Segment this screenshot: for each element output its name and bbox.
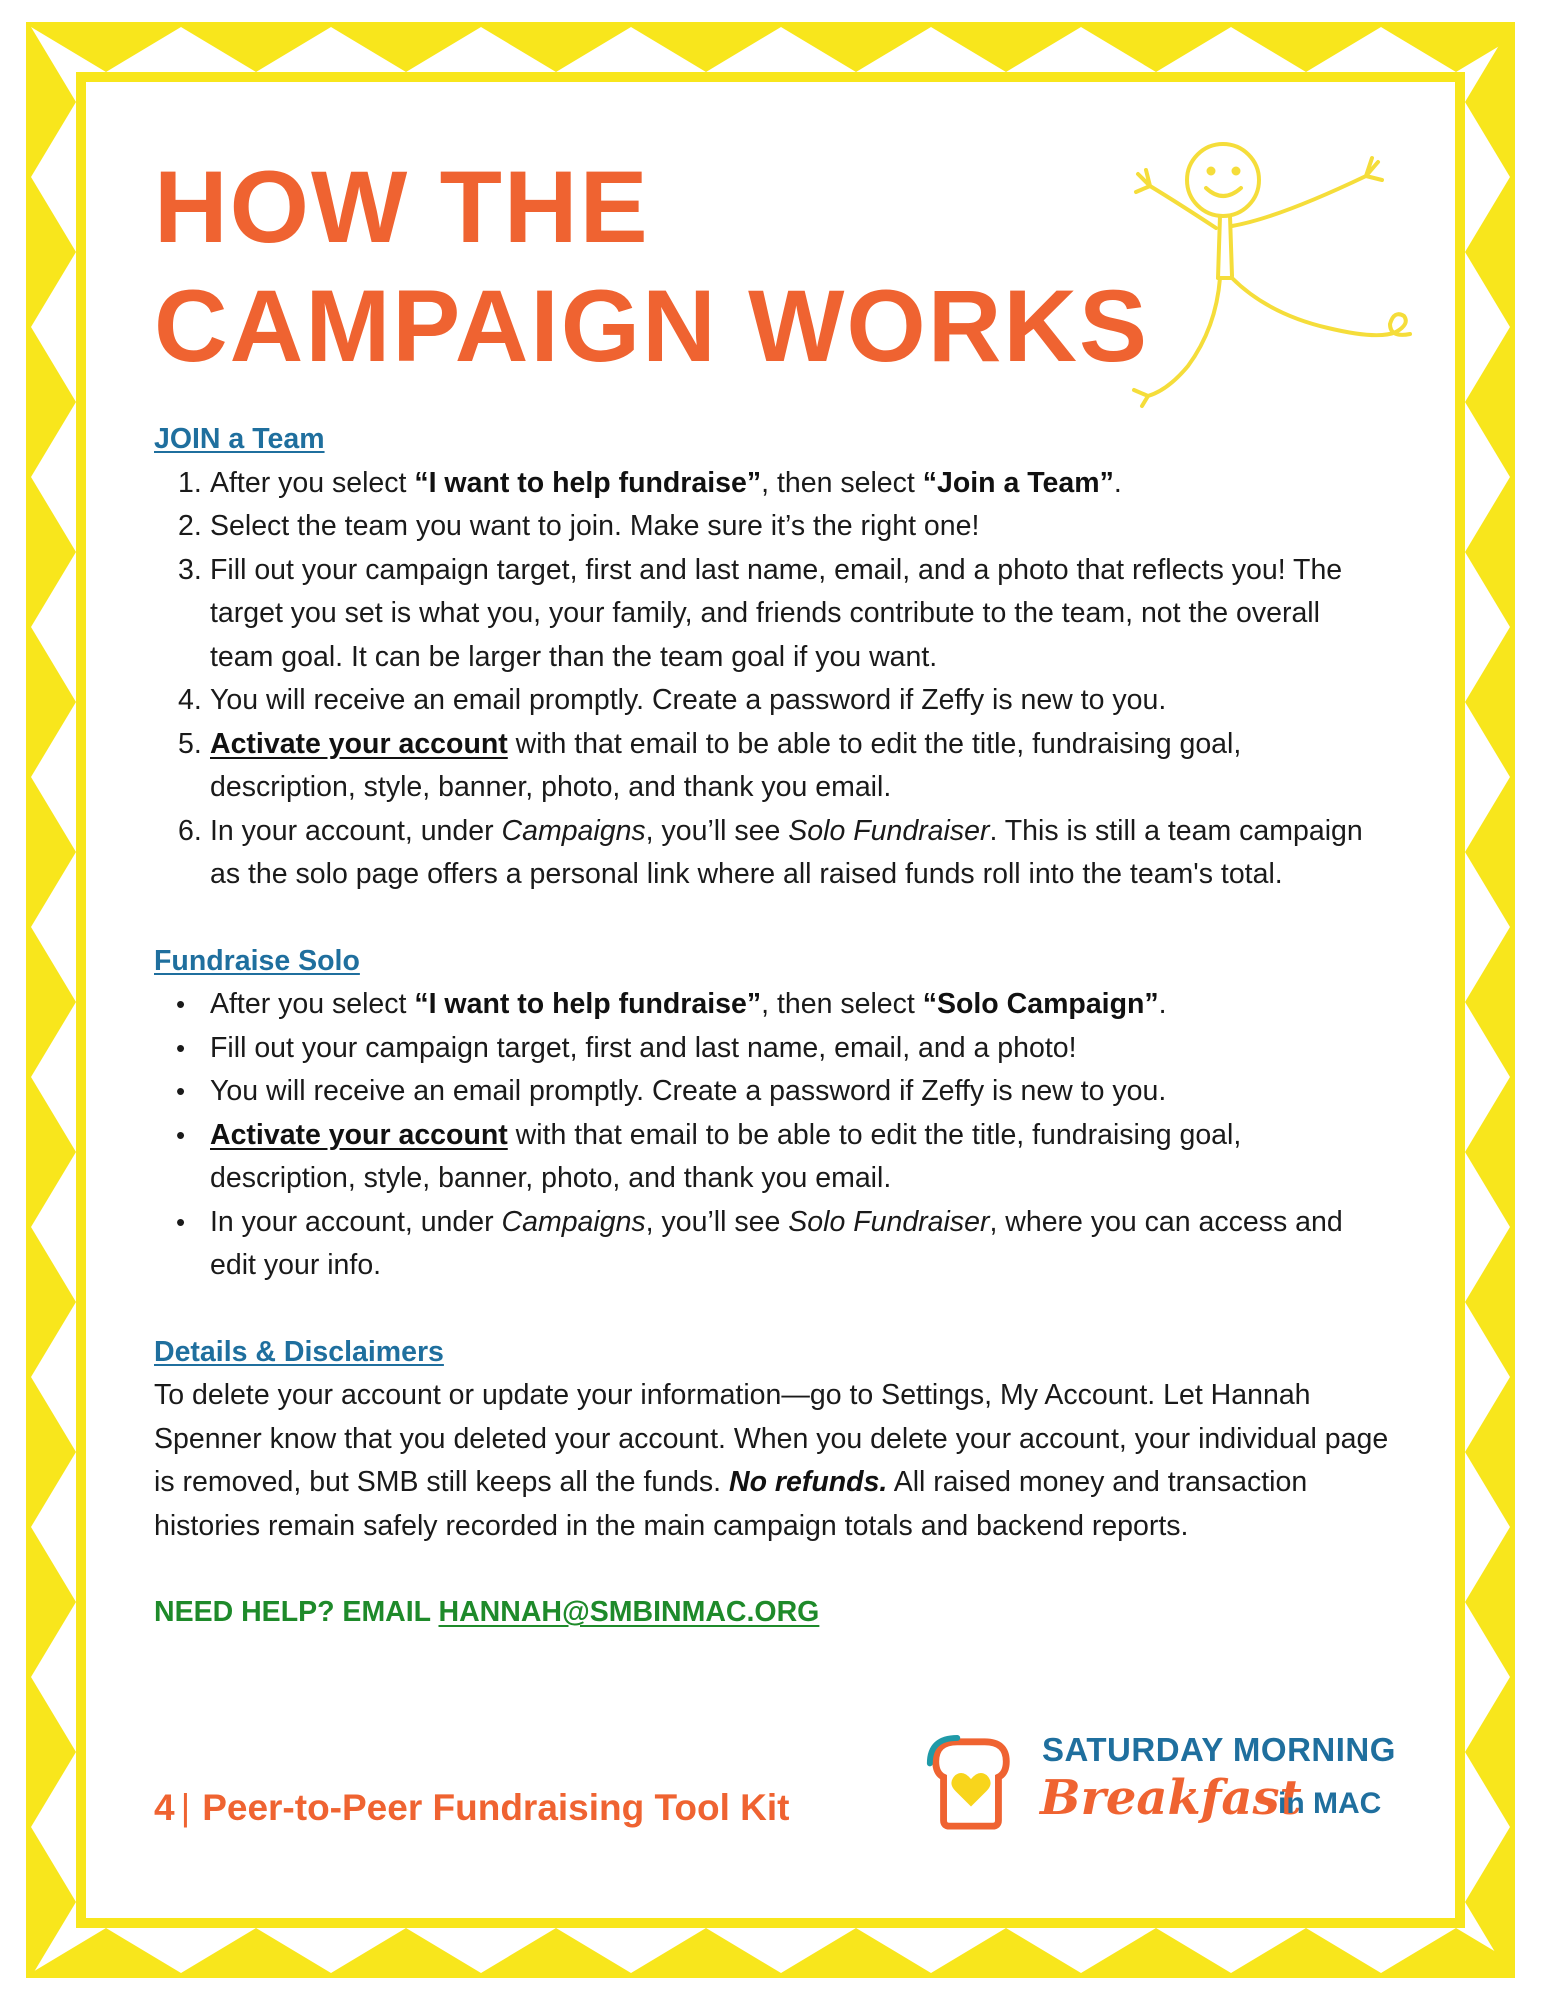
step-italic: Solo Fundraiser: [788, 1205, 990, 1238]
footer-separator: |: [180, 1787, 191, 1828]
step-number: 5.: [178, 727, 202, 760]
step-bold: “I want to help fundraise”: [414, 466, 762, 499]
step-number: 2.: [178, 510, 202, 542]
border-triangle: [631, 27, 781, 72]
logo-line-1: SATURDAY MORNING: [1042, 1731, 1396, 1768]
list-item: [154, 1201, 1390, 1288]
step-text: Select the team you want to join. Make sure it’s the right one!: [210, 510, 980, 542]
list-item: [154, 983, 1390, 1027]
no-refunds-emphasis: No refunds.: [729, 1466, 888, 1498]
step-text: In your account, under: [210, 1205, 502, 1238]
solo-steps: [154, 983, 1390, 1288]
bullet-icon: •: [176, 1206, 186, 1237]
step-bold: “Solo Campaign”: [922, 988, 1159, 1020]
list-item: [154, 1114, 1390, 1201]
page-footer: [154, 1786, 789, 1830]
border-triangle: [1465, 777, 1510, 927]
step-number: 1.: [178, 466, 202, 499]
step-text: , where you can access and edit your info.: [210, 1205, 1343, 1281]
step-text: After you select: [210, 466, 415, 499]
border-triangle: [1465, 177, 1510, 327]
title-line-1: HOW THE: [154, 150, 650, 264]
border-triangle: [31, 1077, 76, 1227]
step-text: You will receive an email promptly. Create a password if Zeffy is new to you.: [210, 684, 1167, 716]
list-item: [154, 1027, 1390, 1071]
border-triangle: [31, 1527, 76, 1677]
details-heading[interactable]: Details & Disclaimers: [154, 1335, 444, 1368]
border-triangle: [1081, 27, 1231, 72]
bullet-icon: •: [176, 1076, 186, 1106]
section-spacer: [154, 1288, 1390, 1331]
footer-title: Peer-to-Peer Fundraising Tool Kit: [202, 1787, 790, 1828]
step-text: Fill out your campaign target, first and last name, email, and a photo!: [210, 1031, 1077, 1064]
border-triangle: [31, 177, 76, 327]
border-triangle: [31, 477, 76, 627]
step-text: You will receive an email promptly. Create a password if Zeffy is new to you.: [210, 1075, 1167, 1107]
step-italic: Solo Fundraiser: [788, 814, 990, 847]
step-text: , you’ll see: [645, 814, 789, 847]
list-item: [154, 810, 1390, 897]
smb-logo: [922, 1726, 1396, 1846]
bullet-icon: •: [176, 989, 186, 1019]
join-team-steps: [154, 462, 1390, 897]
fundraise-solo-heading[interactable]: Fundraise Solo: [154, 944, 360, 977]
step-text: . This is still a team campaign as the solo page offers a personal link where all raised funds roll into the team's total.: [210, 814, 1363, 890]
border-triangle: [1465, 1077, 1510, 1227]
section-spacer: [154, 897, 1390, 940]
step-italic: Campaigns: [501, 1205, 646, 1238]
step-bold: “I want to help fundraise”: [414, 988, 762, 1020]
border-triangle: [331, 27, 481, 72]
step-number: 3.: [178, 553, 202, 586]
border-triangle: [31, 1677, 76, 1827]
need-help-line: [154, 1591, 1390, 1635]
page-number: 4: [154, 1787, 175, 1828]
border-triangle: [1465, 327, 1510, 477]
border-triangle: [1465, 1227, 1510, 1377]
step-text: .: [1113, 466, 1122, 499]
help-label: NEED HELP? EMAIL: [154, 1596, 439, 1628]
border-triangle: [31, 1227, 76, 1377]
step-text: , then select: [761, 466, 923, 499]
step-text: .: [1158, 988, 1167, 1020]
main-content: [154, 418, 1390, 1663]
smiley-stick-figure-icon: [1128, 128, 1428, 418]
border-triangle: [481, 27, 631, 72]
list-item: [154, 1070, 1390, 1114]
bullet-icon: •: [176, 1119, 186, 1150]
border-triangle: [31, 327, 76, 477]
step-bold: “Join a Team”: [922, 466, 1114, 499]
help-email-link[interactable]: HANNAH@SMBINMAC.ORG: [438, 1596, 820, 1628]
border-triangle: [31, 927, 76, 1077]
bullet-icon: •: [176, 1032, 186, 1063]
border-triangle: [781, 1928, 931, 1973]
page-title: [154, 148, 1149, 386]
step-italic: Campaigns: [501, 814, 646, 847]
border-triangle: [1465, 477, 1510, 627]
list-item: [154, 549, 1390, 680]
step-text: , then select: [761, 988, 923, 1020]
step-number: 6.: [178, 814, 202, 847]
join-team-heading[interactable]: JOIN a Team: [154, 423, 325, 455]
list-item: [154, 505, 1390, 549]
logo-script: Breakfast: [1040, 1770, 1302, 1826]
border-triangle: [181, 1928, 331, 1973]
border-triangle: [631, 1928, 781, 1973]
step-text: In your account, under: [210, 814, 502, 847]
step-text: , you’ll see: [645, 1205, 789, 1238]
step-text: with that email to be able to edit the title, fundraising goal, description, style, banner, photo, and thank you email.: [210, 727, 1242, 803]
list-item: [154, 462, 1390, 506]
border-triangle: [1231, 27, 1381, 72]
border-triangle: [31, 1377, 76, 1527]
activate-account-link[interactable]: Activate your account: [210, 1118, 508, 1151]
details-text: To delete your account or update your information—go to Settings, My Account. Let Hannah Spenner know that you deleted your account. When you delete your account, your individual page is removed, but SMB still keeps all the funds.: [154, 1379, 1389, 1498]
activate-account-link[interactable]: Activate your account: [210, 727, 508, 760]
border-triangle: [1465, 1677, 1510, 1827]
border-triangle: [1465, 1377, 1510, 1527]
border-triangle: [1465, 1527, 1510, 1677]
step-text: After you select: [210, 988, 415, 1020]
logo-suffix: in MAC: [1278, 1787, 1382, 1820]
step-text: Fill out your campaign target, first and last name, email, and a photo that reflects you! The target you set is what you, your family, and friends contribute to the team, not the overall team goal. It can be larger than the team goal if you want.: [210, 553, 1343, 673]
title-line-2: CAMPAIGN WORKS: [154, 269, 1150, 383]
list-item: [154, 679, 1390, 723]
border-triangle: [931, 1928, 1081, 1973]
details-paragraph: [154, 1374, 1390, 1548]
border-triangle: [181, 27, 331, 72]
border-triangle: [1081, 1928, 1231, 1973]
border-triangle: [1231, 1928, 1381, 1973]
border-triangle: [1465, 927, 1510, 1077]
border-triangle: [31, 777, 76, 927]
border-triangle: [1465, 627, 1510, 777]
details-text: All raised money and transaction histories remain safely recorded in the main campaign totals and backend reports.: [154, 1466, 1308, 1542]
border-triangle: [781, 27, 931, 72]
step-text: with that email to be able to edit the title, fundraising goal, description, style, banner, photo, and thank you email.: [210, 1118, 1242, 1194]
border-triangle: [481, 1928, 631, 1973]
toast-heart-icon: [922, 1734, 1020, 1832]
border-triangle: [931, 27, 1081, 72]
step-number: 4.: [178, 684, 202, 716]
list-item: [154, 723, 1390, 810]
border-triangle: [331, 1928, 481, 1973]
border-triangle: [31, 627, 76, 777]
